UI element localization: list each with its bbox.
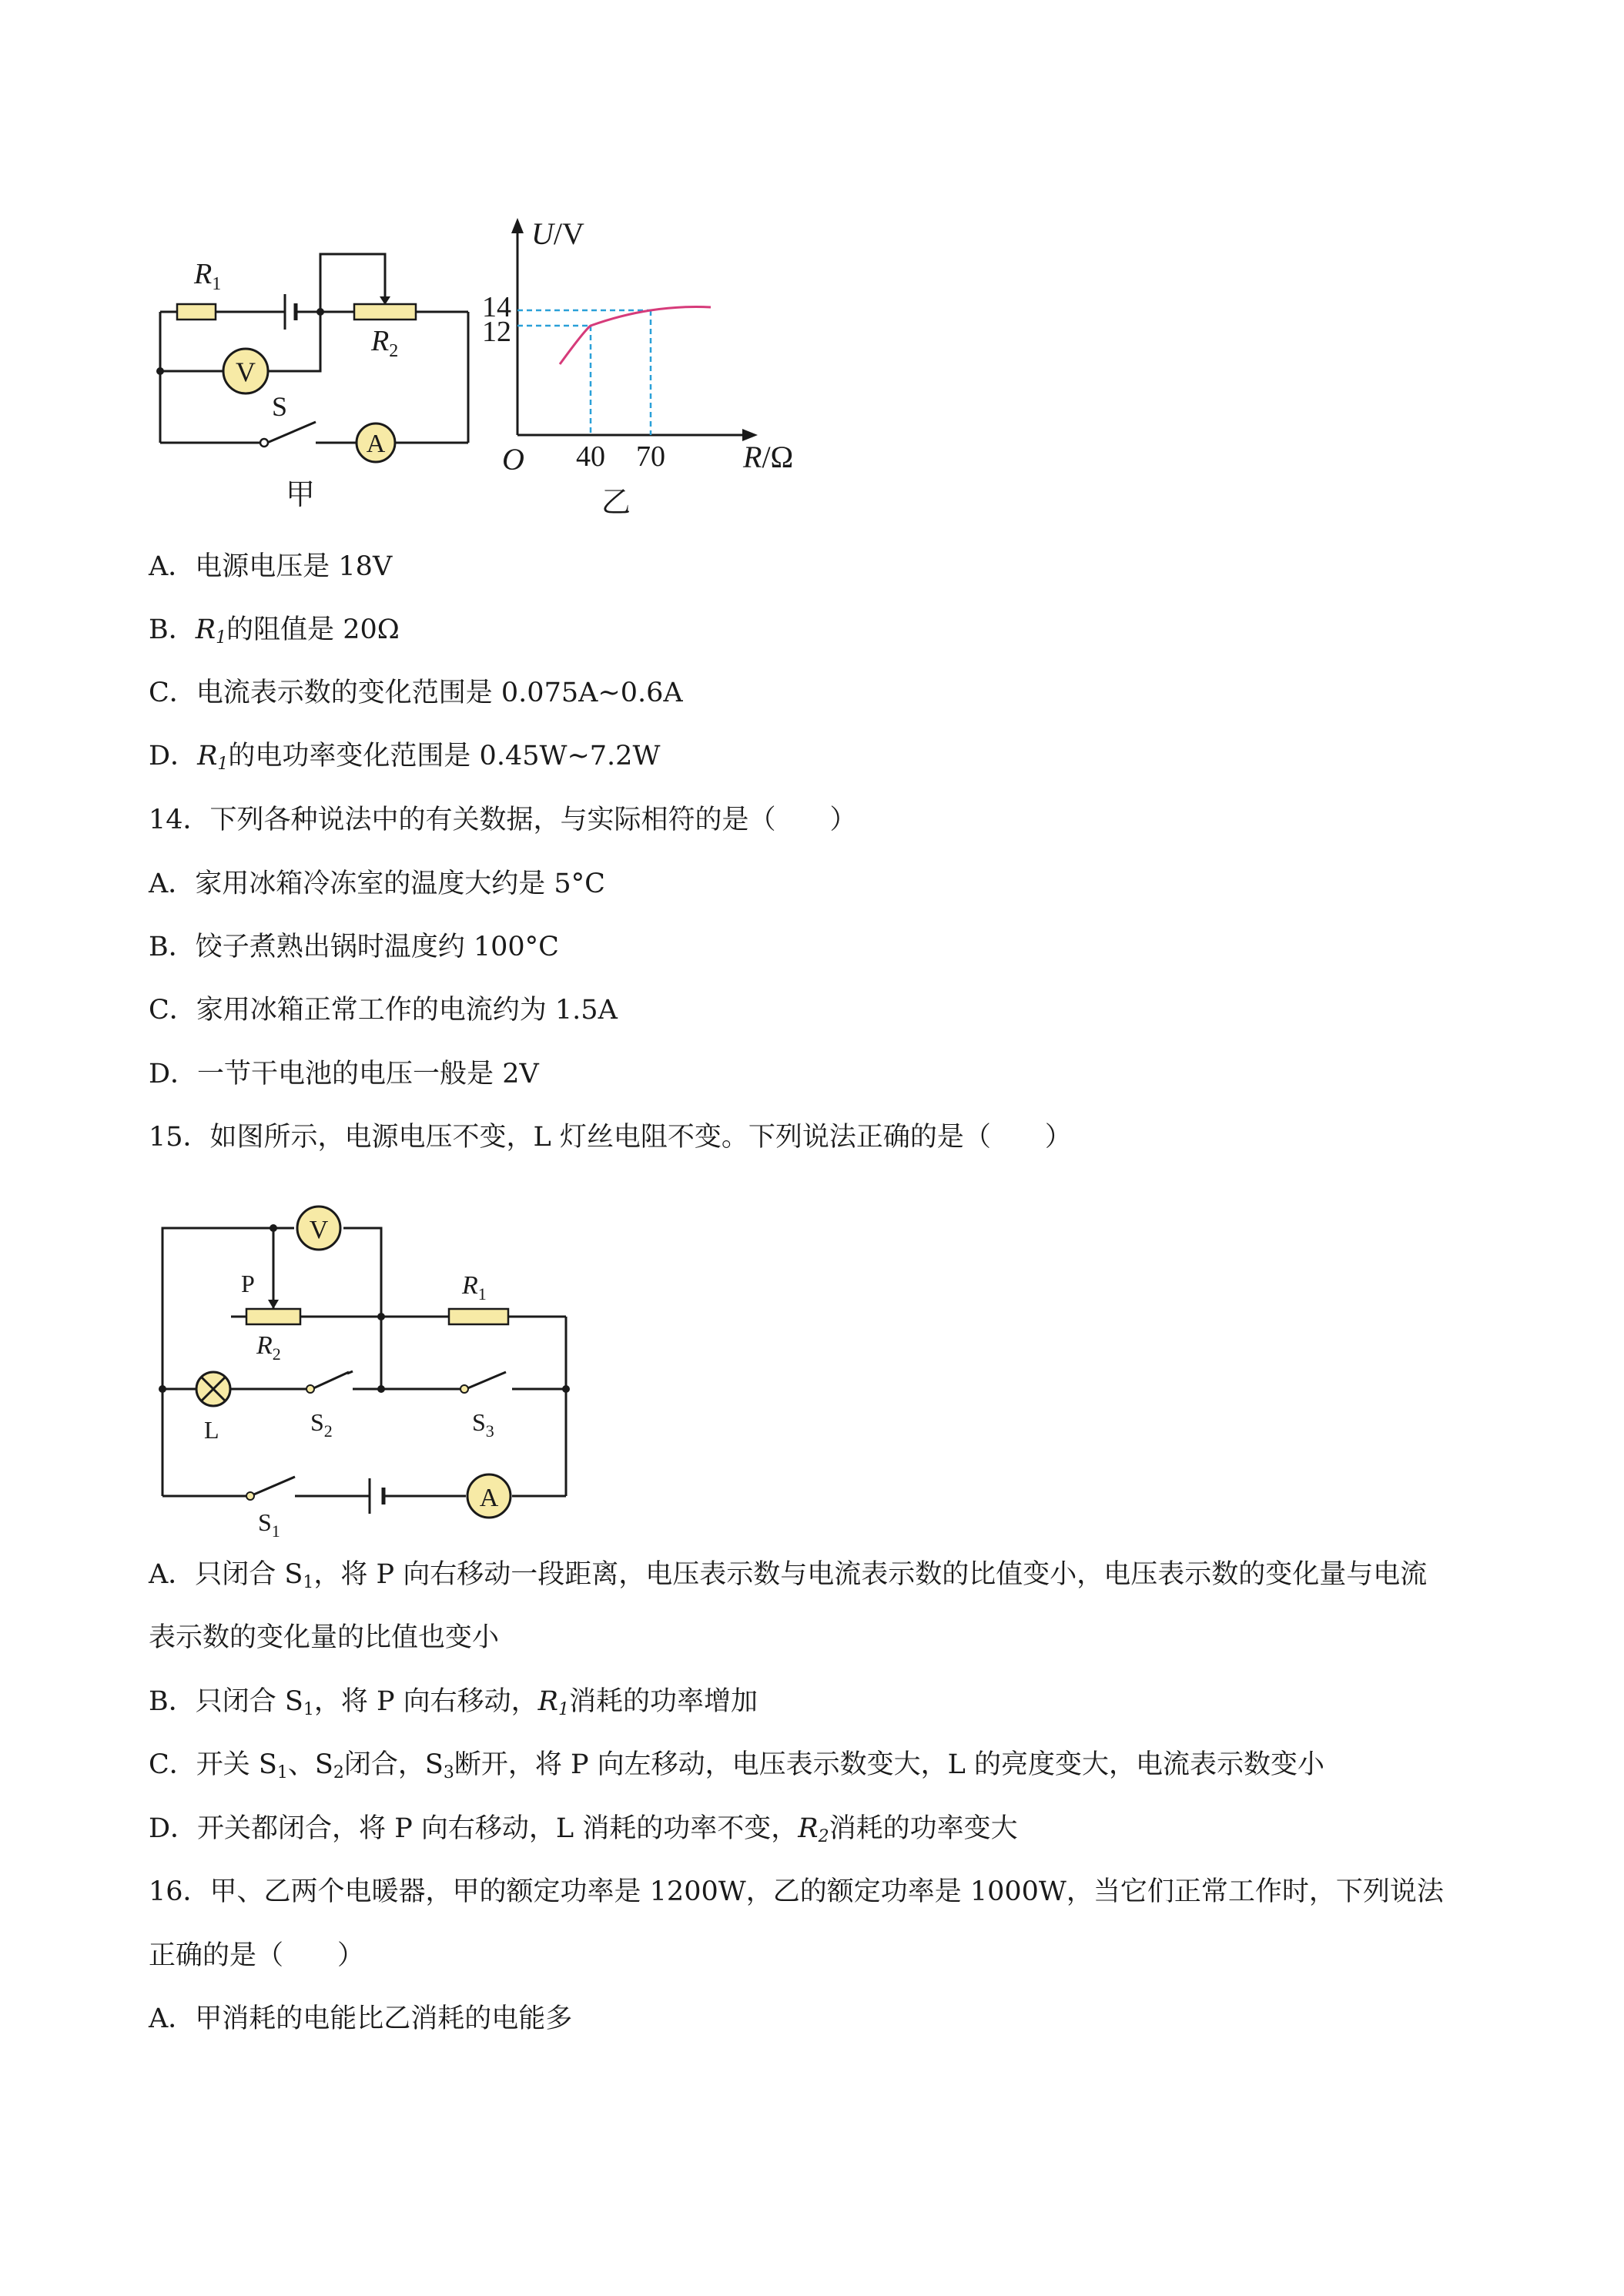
caption-yi: 乙 <box>601 487 631 519</box>
q13-option-b: B．$R_1$的阻值是 20Ω <box>149 614 400 648</box>
r2-label: $R_2$ <box>256 1331 281 1364</box>
origin-label: O <box>502 442 524 477</box>
lamp-label: L <box>204 1416 219 1444</box>
q16-option-a: A．甲消耗的电能比乙消耗的电能多 <box>149 2003 573 2034</box>
voltmeter-label: V <box>236 356 256 387</box>
ammeter-label: A <box>366 430 386 458</box>
resistor-r2 <box>246 1309 300 1324</box>
junction-dot <box>316 308 324 316</box>
switch-pivot <box>460 1385 468 1393</box>
junction-dot <box>270 1224 277 1232</box>
q14-stem: 14．下列各种说法中的有关数据，与实际相符的是（ ） <box>149 805 857 835</box>
junction-dot <box>156 367 164 375</box>
junction-dot <box>377 1313 385 1320</box>
switch-pivot <box>306 1385 314 1393</box>
q14-option-a: A．家用冰箱冷冻室的温度大约是 5°C <box>149 869 605 899</box>
switch-pivot <box>246 1492 254 1500</box>
y-axis-label: U/V <box>531 216 584 251</box>
junction-dot <box>159 1385 166 1393</box>
x-axis-label: R/Ω <box>743 440 794 474</box>
switch-label: S <box>272 391 288 422</box>
ammeter-label: A <box>479 1484 499 1512</box>
s2-label: $S_2$ <box>310 1408 333 1441</box>
r1-label: $R_1$ <box>194 258 222 294</box>
q15-option-d: D．开关都闭合，将 P 向右移动，L 消耗的功率不变，$R_2$消耗的功率变大 <box>149 1813 1018 1846</box>
voltmeter-label: V <box>309 1216 329 1244</box>
s1-label: $S_1$ <box>258 1508 280 1540</box>
x-tick-70: 70 <box>636 440 665 473</box>
resistor-r1 <box>449 1309 508 1324</box>
y-tick-14: 14 <box>482 291 511 323</box>
switch-s2-blade <box>312 1372 349 1389</box>
s3-label: $S_3$ <box>472 1408 494 1441</box>
q13-option-c: C．电流表示数的变化范围是 0.075A~0.6A <box>149 678 683 708</box>
q15-option-a-line1: A．只闭合 $S_1$，将 P 向右移动一段距离，电压表示数与电流表示数的比值变小，电压表示数的变化量与电流 <box>149 1559 1428 1592</box>
y-axis-arrow-icon <box>511 218 524 233</box>
q16-stem-line1: 16．甲、乙两个电暖器，甲的额定功率是 1200W，乙的额定功率是 1000W，当它们正常工作时，下列说法 <box>149 1876 1444 1907</box>
graph-yi <box>470 212 816 520</box>
switch-s3-blade <box>466 1372 506 1389</box>
junction-dot <box>377 1385 385 1393</box>
curve-u-vs-r <box>560 307 711 365</box>
q16-stem-line2: 正确的是（ ） <box>149 1940 365 1971</box>
switch-pivot <box>260 439 268 447</box>
q15-option-c: C．开关 $S_1$、$S_2$闭合，$S_3$断开，将 P 向左移动，电压表示数变大，L 的亮度变大，电流表示数变小 <box>149 1749 1325 1782</box>
q14-option-c: C．家用冰箱正常工作的电流约为 1.5A <box>149 995 618 1026</box>
circuit-q15 <box>150 1201 581 1540</box>
q14-option-b: B．饺子煮熟出锅时温度约 100°C <box>149 932 559 962</box>
q15-option-b: B．只闭合 $S_1$，将 P 向右移动，$R_1$消耗的功率增加 <box>149 1686 758 1719</box>
resistor-r2 <box>354 304 416 320</box>
r1-label: $R_1$ <box>462 1271 487 1304</box>
q15-option-a-line2: 表示数的变化量的比值也变小 <box>149 1622 500 1653</box>
slider-label: P <box>241 1270 255 1297</box>
resistor-r1 <box>177 304 216 320</box>
q13-option-d: D．$R_1$的电功率变化范围是 0.45W~7.2W <box>149 741 661 774</box>
switch-s1-blade <box>250 1477 295 1496</box>
q13-option-a: A．电源电压是 18V <box>149 551 393 582</box>
caption-jia: 甲 <box>285 479 316 511</box>
r2-label: $R_2$ <box>371 325 399 361</box>
circuit-jia <box>146 231 485 524</box>
q14-option-d: D．一节干电池的电压一般是 2V <box>149 1059 539 1089</box>
x-tick-40: 40 <box>576 440 605 473</box>
slider-arrow-icon <box>268 1300 279 1309</box>
y-tick-12: 12 <box>482 316 511 348</box>
q15-stem: 15．如图所示，电源电压不变，L 灯丝电阻不变。下列说法正确的是（ ） <box>149 1122 1072 1153</box>
junction-dot <box>562 1385 570 1393</box>
